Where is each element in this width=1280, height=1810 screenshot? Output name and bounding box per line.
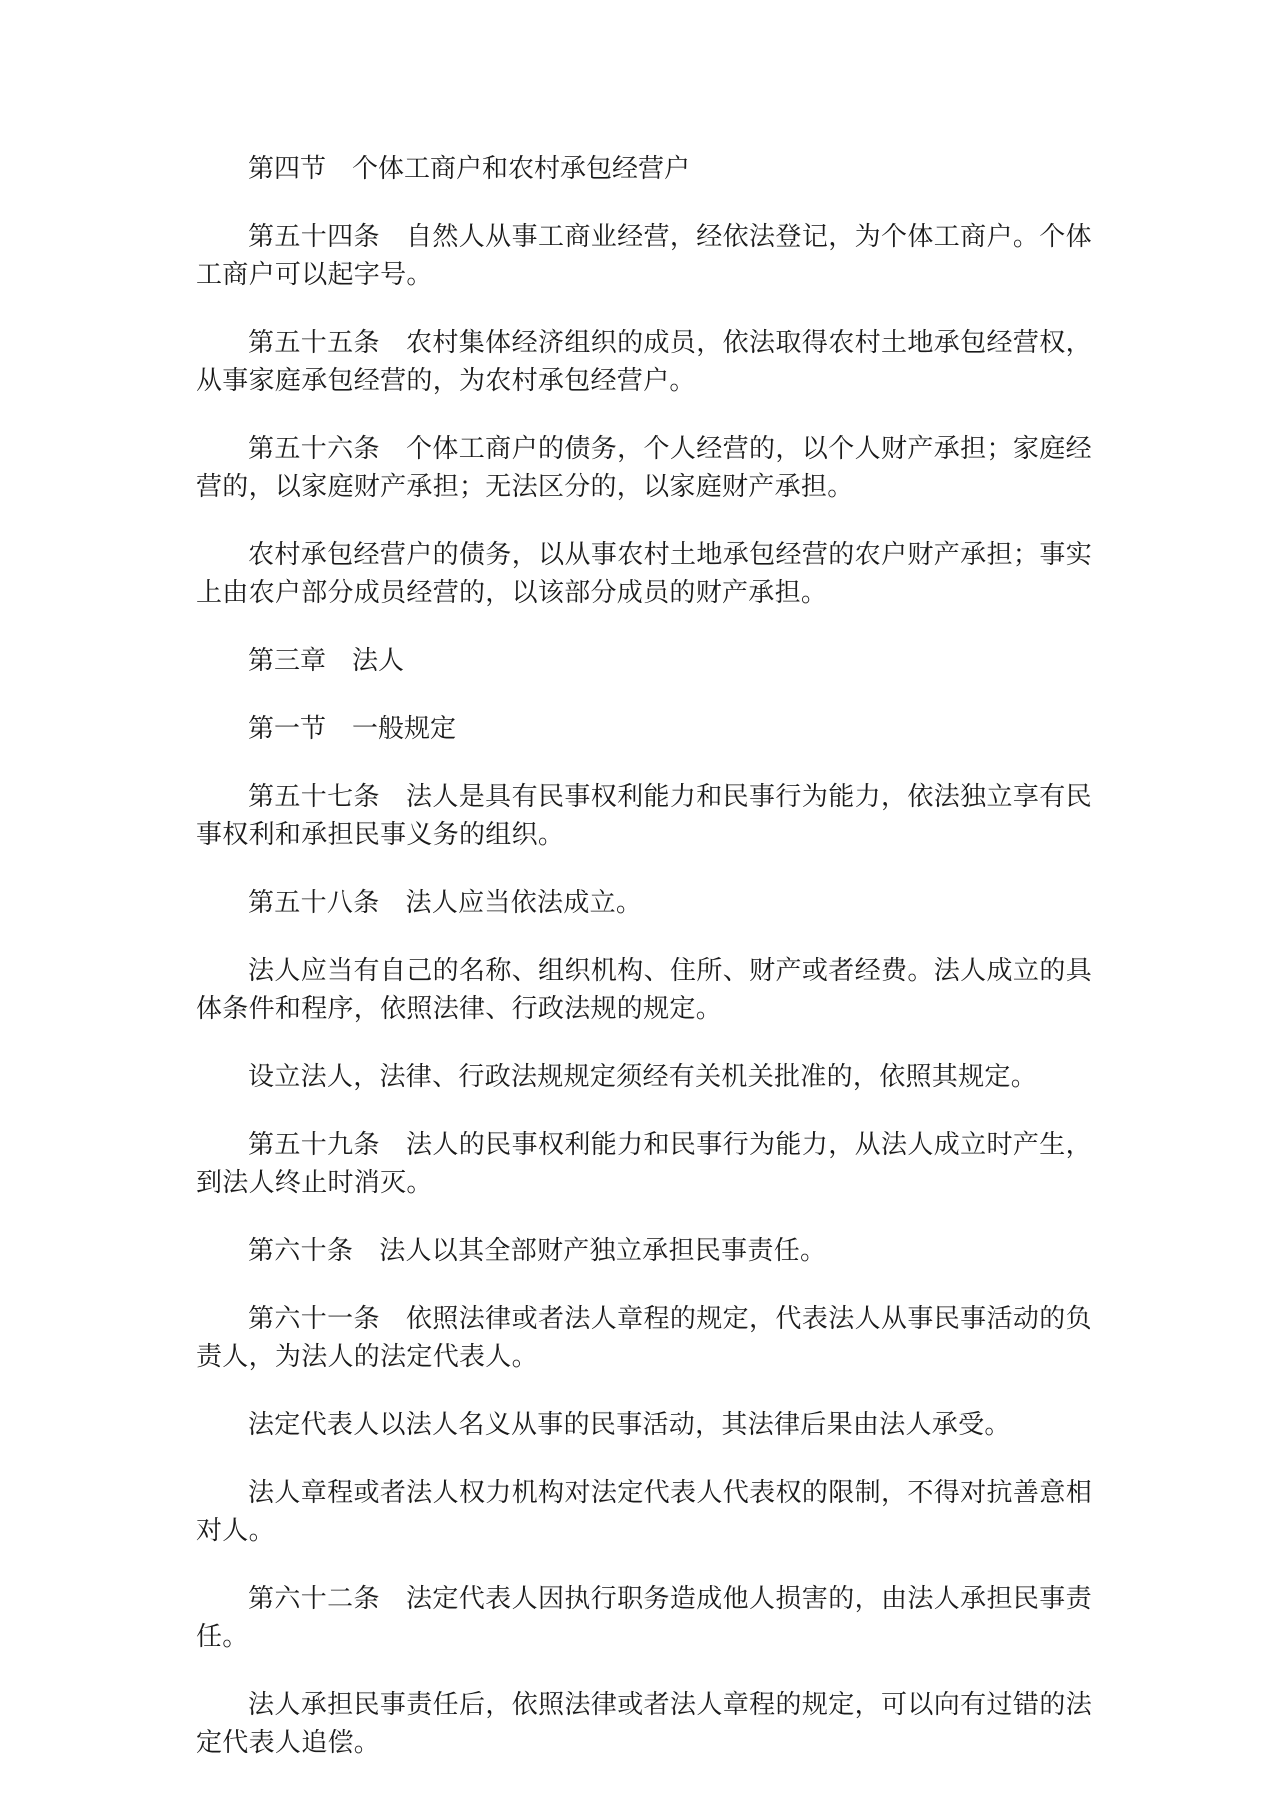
article-62 — [196, 1580, 1092, 1656]
article-text: 依照法律或者法人章程的规定，代表法人从事民事活动的负责人，为法人的法定代表人。 — [196, 1304, 1092, 1372]
article-56-para-2: 农村承包经营户的债务，以从事农村土地承包经营的农户财产承担；事实上由农户部分成员经营的，以该部分成员的财产承担。 — [196, 540, 1092, 608]
section-label: 第四节 — [248, 154, 327, 184]
article-62-para-2: 法人承担民事责任后，依照法律或者法人章程的规定，可以向有过错的法定代表人追偿。 — [196, 1690, 1092, 1758]
article-number: 第六十一条 — [248, 1304, 380, 1334]
section-title: 一般规定 — [352, 714, 457, 744]
article-text: 个体工商户的债务，个人经营的，以个人财产承担；家庭经营的，以家庭财产承担；无法区分的，以家庭财产承担。 — [196, 434, 1092, 502]
article-58-para-2: 法人应当有自己的名称、组织机构、住所、财产或者经费。法人成立的具体条件和程序，依照法律、行政法规的规定。 — [196, 956, 1092, 1024]
article-59 — [196, 1126, 1092, 1202]
article-number: 第五十七条 — [248, 782, 380, 812]
article-text: 法人以其全部财产独立承担民事责任。 — [379, 1236, 827, 1266]
article-number: 第五十六条 — [248, 434, 380, 464]
article-57 — [196, 778, 1092, 854]
section-label: 第一节 — [248, 714, 327, 744]
article-61-para-3: 法人章程或者法人权力机构对法定代表人代表权的限制，不得对抗善意相对人。 — [196, 1478, 1092, 1546]
article-54 — [196, 218, 1092, 294]
article-number: 第五十四条 — [248, 222, 380, 252]
chapter-label: 第三章 — [248, 646, 327, 676]
article-text: 法定代表人因执行职务造成他人损害的，由法人承担民事责任。 — [196, 1584, 1092, 1652]
article-number: 第五十五条 — [248, 328, 380, 358]
article-56 — [196, 430, 1092, 506]
article-number: 第五十八条 — [248, 888, 380, 918]
chapter-title: 法人 — [352, 646, 405, 676]
document-page — [196, 150, 1092, 1792]
article-61-para-2: 法定代表人以法人名义从事的民事活动，其法律后果由法人承受。 — [248, 1410, 1011, 1440]
section-title: 个体工商户和农村承包经营户 — [352, 154, 691, 184]
article-text: 法人是具有民事权利能力和民事行为能力，依法独立享有民事权利和承担民事义务的组织。 — [196, 782, 1092, 850]
section-heading — [196, 150, 1092, 188]
article-60 — [196, 1232, 1092, 1270]
article-number: 第六十二条 — [248, 1584, 380, 1614]
article-text: 法人的民事权利能力和民事行为能力，从法人成立时产生，到法人终止时消灭。 — [196, 1130, 1092, 1198]
article-number: 第五十九条 — [248, 1130, 380, 1160]
article-58-para-3: 设立法人，法律、行政法规规定须经有关机关批准的，依照其规定。 — [248, 1062, 1038, 1092]
chapter-heading — [196, 642, 1092, 680]
article-number: 第六十条 — [248, 1236, 354, 1266]
section-1-heading — [196, 710, 1092, 748]
article-61 — [196, 1300, 1092, 1376]
article-text: 法人应当依法成立。 — [405, 888, 643, 918]
article-58 — [196, 884, 1092, 922]
article-text: 农村集体经济组织的成员，依法取得农村土地承包经营权，从事家庭承包经营的，为农村承包经营户。 — [196, 328, 1092, 396]
article-text: 自然人从事工商业经营，经依法登记，为个体工商户。个体工商户可以起字号。 — [196, 222, 1092, 290]
article-55 — [196, 324, 1092, 400]
